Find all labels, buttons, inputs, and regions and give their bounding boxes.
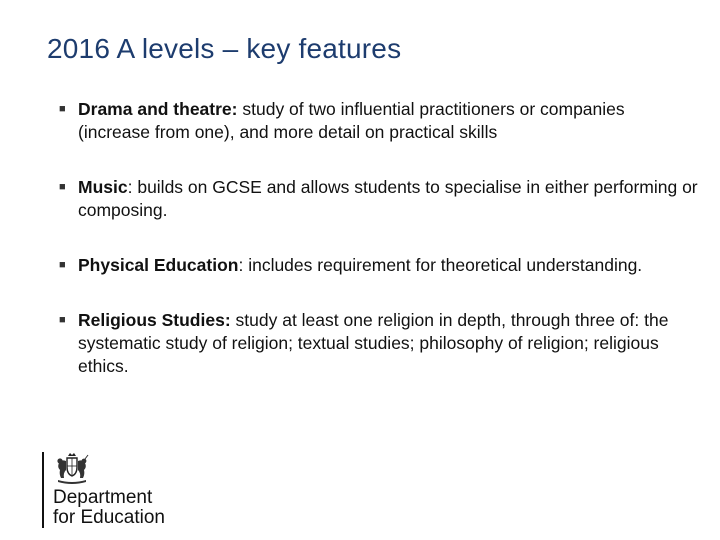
bullet-text: study at least one religion in depth, through three of: the systematic study of religion; textual studies; philosophy of religion; religious ethics.: [78, 310, 669, 376]
square-bullet-icon: ■: [59, 259, 66, 271]
logo-divider: [42, 452, 44, 528]
bullet-text: : builds on GCSE and allows students to specialise in either performing or composing.: [78, 177, 698, 220]
bullet-list: [60, 98, 700, 410]
square-bullet-icon: ■: [59, 103, 66, 115]
bullet-pe: [60, 254, 700, 277]
bullet-heading: Religious Studies:: [78, 310, 231, 330]
slide-title: 2016 A levels – key features: [47, 33, 402, 64]
royal-coat-of-arms-icon: [52, 452, 92, 486]
bullet-heading: Physical Education: [78, 255, 239, 275]
bullet-heading: Drama and theatre:: [78, 99, 238, 119]
logo-text: [53, 488, 165, 528]
square-bullet-icon: ■: [59, 181, 66, 193]
bullet-music: [60, 176, 700, 222]
bullet-heading: Music: [78, 177, 128, 197]
dfe-logo: [42, 452, 182, 530]
bullet-text: study of two influential practitioners or companies (increase from one), and more detail on practical skills: [78, 99, 625, 142]
bullet-text: : includes requirement for theoretical understanding.: [238, 255, 643, 275]
square-bullet-icon: ■: [59, 314, 66, 326]
logo-line-for-education: for Education: [53, 507, 165, 528]
logo-line-department: Department: [53, 487, 153, 508]
bullet-rs: [60, 309, 700, 378]
bullet-drama: [60, 98, 700, 144]
